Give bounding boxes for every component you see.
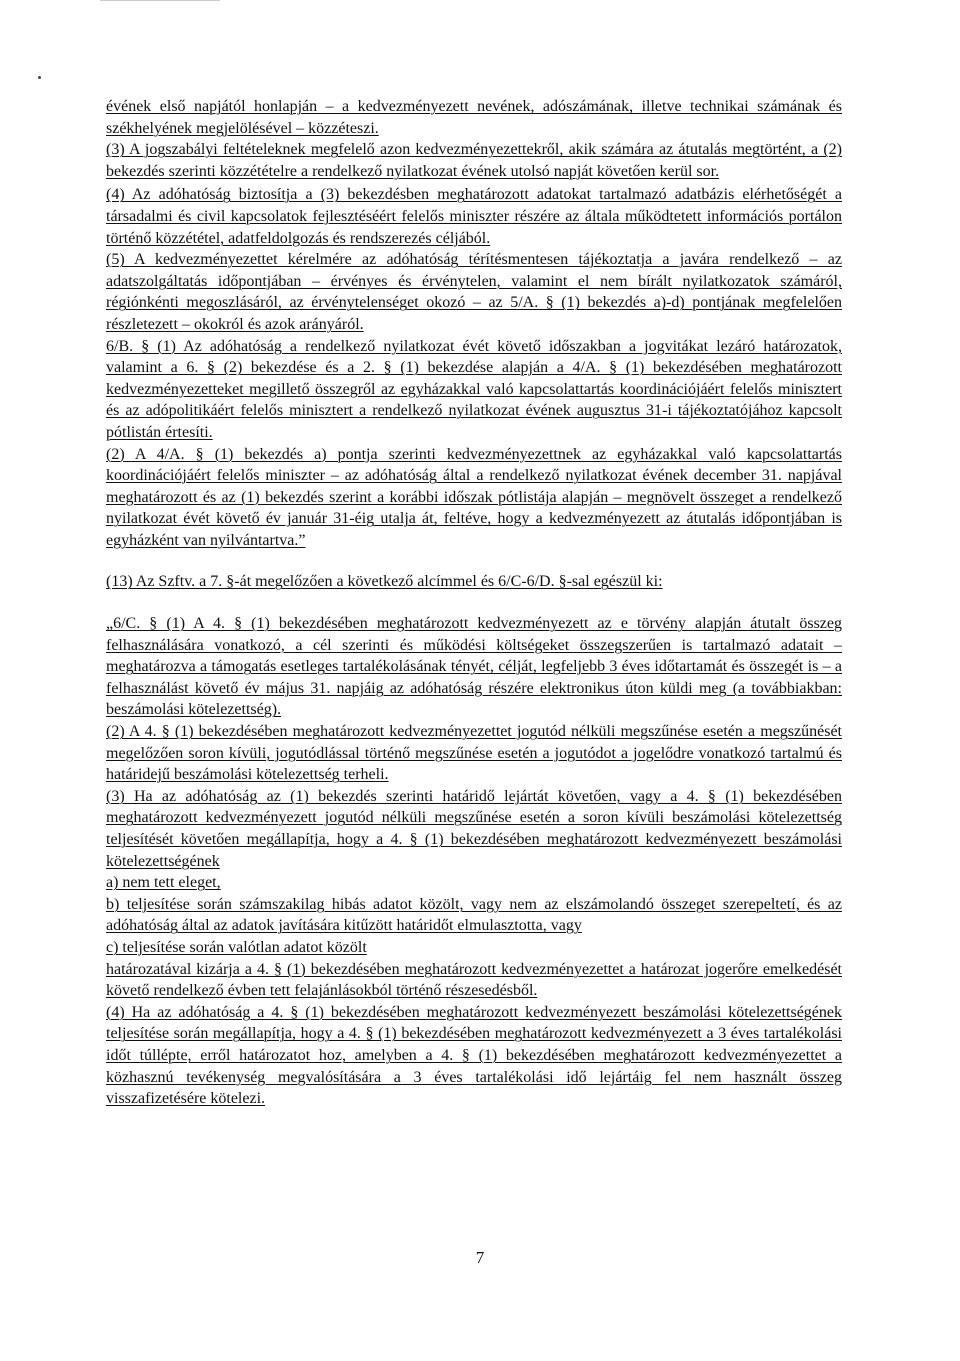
paragraph-5: (5) A kedvezményezettet kérelmére az adóhatóság térítésmentesen tájékoztatja a javára rendelkező – az adatszolgáltatás időpontjában – érvényes és érvénytelen, valamint el nem bírált nyilatkozatok számáról, régiónkénti megoszlásáról, az érvénytelenséget okozó – az 5/A. § (1) bekezdés a)-d) pontjának megfelelően részletezett – okokról és azok arányáról. xyxy=(106,251,842,333)
section-6c-4: (4) Ha az adóhatóság a 4. § (1) bekezdésében meghatározott kedvezményezett beszámolási kötelezettségének teljesítése során megállapítja, hogy a 4. § (1) bekezdésében meghatározott kedvezményezett a 3 éves tartalékolási időt túllépte, erről határozatot hoz, amelyben a 4. § (1) bekezdésében meghatározott kedvezményezettet a közhasznú tevékenység megvalósítására a 3 éves tartalékolási idő lejártáig fel nem használt összeg visszafizetésére kötelezi. xyxy=(106,1003,842,1108)
list-item-c: c) teljesítése során valótlan adatot közölt xyxy=(106,938,367,956)
amendment-13: (13) Az Szftv. a 7. §-át megelőzően a következő alcímmel és 6/C-6/D. §-sal egészül ki: xyxy=(106,573,663,591)
section-6c-2: (2) A 4. § (1) bekezdésében meghatározott kedvezményezettet jogutód nélküli megszűnése esetén a megszűnését megelőzően soron kívüli, jogutódlással történő megszűnése esetén a jogutódot a jogelődre vonatkozó tartalmú és határidejű beszámolási kötelezettség terheli. xyxy=(106,723,842,784)
scan-edge-rule xyxy=(100,0,220,1)
paragraph-4: (4) Az adóhatóság biztosítja a (3) bekezdésben meghatározott adatokat tartalmazó adatbázis elérhetőségét a társadalmi és civil kapcsolatok fejlesztéséért felelős miniszter részére az általa működtetett információs portálon történő közzététel, adatfeldolgozás és rendszerezés céljából. xyxy=(106,186,842,247)
section-6c-3: (3) Ha az adóhatóság az (1) bekezdés szerinti határidő lejártát követően, vagy a 4. § (1) bekezdésében meghatározott kedvezményezett jogutód nélküli megszűnése esetén a soron kívüli beszámolási kötelezettség teljesítését követően megállapítja, hogy a 4. § (1) bekezdésében meghatározott kedvezményezett beszámolási kötelezettségének xyxy=(106,787,842,870)
section-6c-3-conclusion: határozatával kizárja a 4. § (1) bekezdésében meghatározott kedvezményezettet a határozat jogerőre emelkedését követő rendelkező évben tett felajánlásokból történő részesedésből. xyxy=(106,960,842,1000)
document-body xyxy=(106,96,842,1110)
list-item-b: b) teljesítése során számszakilag hibás adatot közölt, vagy nem az elszámolandó összeget szerepeltetí, és az adóhatóság által az adatok javítására kitűzött határidőt elmulasztotta, vagy xyxy=(106,895,842,935)
section-6c-1: „6/C. § (1) A 4. § (1) bekezdésében meghatározott kedvezményezett az e törvény alapján átutalt összeg felhasználására vonatkozó, a cél szerinti és működési költségeket összegszerűen is tartalmazó adatait – meghatározva a támogatás esetleges tartalékolásának tényét, célját, legfeljebb 3 éves időtartamát és összegét is – a felhasználást követő év május 31. napjáig az adóhatóság részére elektronikus úton küldi meg (a továbbiakban: beszámolási kötelezettség). xyxy=(106,615,842,719)
page-number: 7 xyxy=(475,1248,485,1267)
section-6b-1: 6/B. § (1) Az adóhatóság a rendelkező nyilatkozat évét követő időszakban a jogvitákat lezáró határozatok, valamint a 6. § (2) bekezdése és a 2. § (1) bekezdése alapján a 4/A. § (1) bekezdésében meghatározott kedvezményezetteket megillető összegről az egyházakkal való kapcsolattartás koordinációjáért felelős minisztert és az adópolitikáért felelős minisztert a rendelkező nyilatkozat évének augusztus 31-i tájékoztatójához kapcsolt pótlistán értesíti. xyxy=(106,337,842,441)
paragraph-3: (3) A jogszabályi feltételeknek megfelelő azon kedvezményezettekről, akik számára az átutalás megtörtént, a (2) bekezdés szerinti közzétételre a rendelkező nyilatkozat évének utolsó napját követően kerül sor. xyxy=(106,141,842,180)
paragraph-continuation: évének első napjától honlapján – a kedvezményezett nevének, adószámának, illetve technikai számának és székhelyének megjelölésével – közzéteszi. xyxy=(106,98,842,137)
list-item-a: a) nem tett eleget, xyxy=(106,874,221,892)
scan-speck xyxy=(38,76,41,79)
section-6b-2: (2) A 4/A. § (1) bekezdés a) pontja szerinti kedvezményezettnek az egyházakkal való kapcsolattartás koordinációjáért felelős miniszter – az adóhatóság által a rendelkező nyilatkozat évének december 31. napjával meghatározott és az (1) bekezdés szerint a korábbi időszak pótlistája alapján – megnövelt összeget a rendelkező nyilatkozat évét követő év január 31-éig utalja át, feltéve, hogy a kedvezményezett az átutalás időpontjában is egyházként van nyilvántartva.” xyxy=(106,445,842,549)
